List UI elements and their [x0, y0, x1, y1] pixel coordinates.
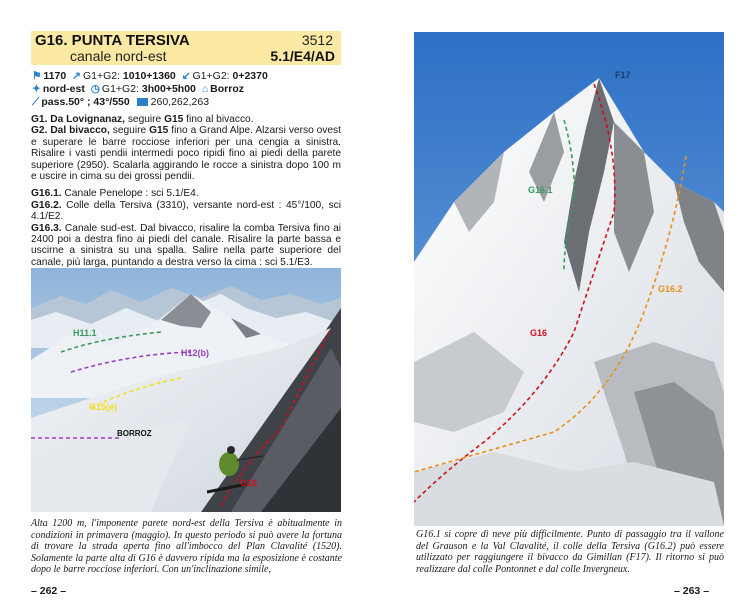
right-page [378, 0, 756, 605]
map-icon [137, 98, 148, 106]
g2-text-post: fino a Grand Alpe. Alzarsi verso ovest e superare le barre rocciose inferiori per una cengia a sinistra. Risalire i vasti pendii intermedi poco ripidi fino ai piedi della parete superiore (2950). Scalarla aggirando le rocce a sinistra dopo 100 m e uscire in cima su dei grossi pendii. [31, 125, 341, 183]
orientation-value: nord-est [42, 83, 85, 95]
hut-icon: ⌂ [201, 83, 209, 95]
route-subtitle: canale nord-est [70, 48, 167, 64]
photo-ski-descent [31, 268, 341, 512]
paragraph-variants [31, 188, 341, 268]
slope-icon: ⟋ [32, 96, 40, 108]
ascent-label: G1+G2: [82, 70, 123, 82]
g1-ref: G15 [164, 114, 184, 125]
info-row-steepness [32, 96, 209, 109]
label-h11-1: H11.1 [73, 328, 97, 338]
label-g16-2: G16.2 [658, 284, 683, 294]
time-label: G1+G2: [101, 83, 142, 95]
variant-1-text: Canale Penelope : sci 5.1/E4. [61, 188, 199, 200]
page-number-right: – 263 – [674, 585, 710, 597]
label-f17: F17 [615, 70, 631, 80]
map-refs: 260,262,263 [150, 96, 210, 108]
descent-value: 0+2370 [232, 70, 268, 82]
route-grade: 5.1/E4/AD [270, 48, 335, 64]
paragraph-g1-g2 [31, 114, 341, 182]
label-g16: G16 [240, 478, 258, 488]
g2-label: G2. Dal bivacco, [31, 125, 110, 137]
label-g16-right: G16 [530, 328, 548, 338]
variant-3-label: G16.3. [31, 222, 62, 234]
right-photo-caption: G16.1 si copre di neve più difficilmente. Punto di passaggio tra il vallone del Grauson e la Val Clavalité, il colle della Tersiva (G16.2) può essere utilizzato per raggiungere il bivacco da Gimillan (F17). Il ritorno si può realizzare dal colle Pontonnet e dal colle Invergneux. [416, 529, 724, 575]
photo-north-east-face [414, 32, 724, 526]
variant-2-text: Colle della Tersiva (3310), versante nord-est : 45°/100, sci 4.1/E2. [31, 199, 341, 223]
photo-ski-descent-illustration [31, 268, 341, 512]
hut-name: Borroz [210, 83, 244, 95]
g1-text-post: fino al bivacco. [183, 114, 254, 125]
steepness-value: pass.50° ; 43°/550 [41, 96, 130, 108]
route-title: G16. PUNTA TERSIVA [35, 32, 190, 49]
summit-altitude: 3512 [301, 32, 333, 48]
variant-3-text: Canale sud-est. Dal bivacco, risalire la comba Tersiva fino ai 2400 poi a destra fino ai piedi del canale. Risalire la parte bassa e uscirne a sinistra su una spalla. Salire nella parte superiore del canale, più larga, puntando a destra verso la cima : sci 5.1/E3. [31, 222, 341, 268]
photo-north-east-face-illustration [414, 32, 724, 526]
g1-label: G1. Da Lovignanaz, [31, 114, 125, 125]
label-g16-1: G16.1 [528, 185, 553, 195]
ascent-arrow-icon: ↗ [72, 70, 81, 82]
g1-text-pre: seguire [124, 114, 165, 125]
variant-1-label: G16.1. [31, 188, 62, 200]
g2-text-pre: seguire [109, 125, 150, 137]
variant-2-label: G16.2. [31, 199, 62, 211]
label-h12-b: H12(b) [181, 348, 210, 358]
ascent-value: 1010+1360 [122, 70, 176, 82]
left-photo-caption: Alta 1200 m, l'imponente parete nord-est della Tersiva è abitualmente in condizioni in primavera (maggio). In questo periodo si può avere la fortuna di trovare la strada aperta fino all'imbocco del Plan Clavalité (1520). Solamente la parte alta di G16 è davvero ripida ma la esposizione è costante dopo le barre rocciose inferiori. Con un'inclinazione simile, [31, 518, 342, 576]
compass-icon: ✦ [32, 83, 41, 95]
time-value: 3h00+5h00 [141, 83, 196, 95]
g2-ref: G15 [149, 125, 169, 137]
info-row-orientation [32, 83, 244, 95]
route-header [31, 31, 341, 65]
label-g15-e: G15(e) [89, 402, 118, 412]
label-borroz: BORROZ [117, 429, 152, 438]
route-description [31, 114, 341, 274]
descent-arrow-icon: ↙ [181, 70, 191, 82]
start-altitude: 1170 [43, 70, 67, 82]
altitude-flag-icon: ⚑ [32, 70, 42, 82]
page-number-left: – 262 – [31, 585, 67, 597]
clock-icon: ◷ [90, 83, 100, 95]
info-row-elevation [32, 70, 268, 82]
descent-label: G1+G2: [192, 70, 233, 82]
